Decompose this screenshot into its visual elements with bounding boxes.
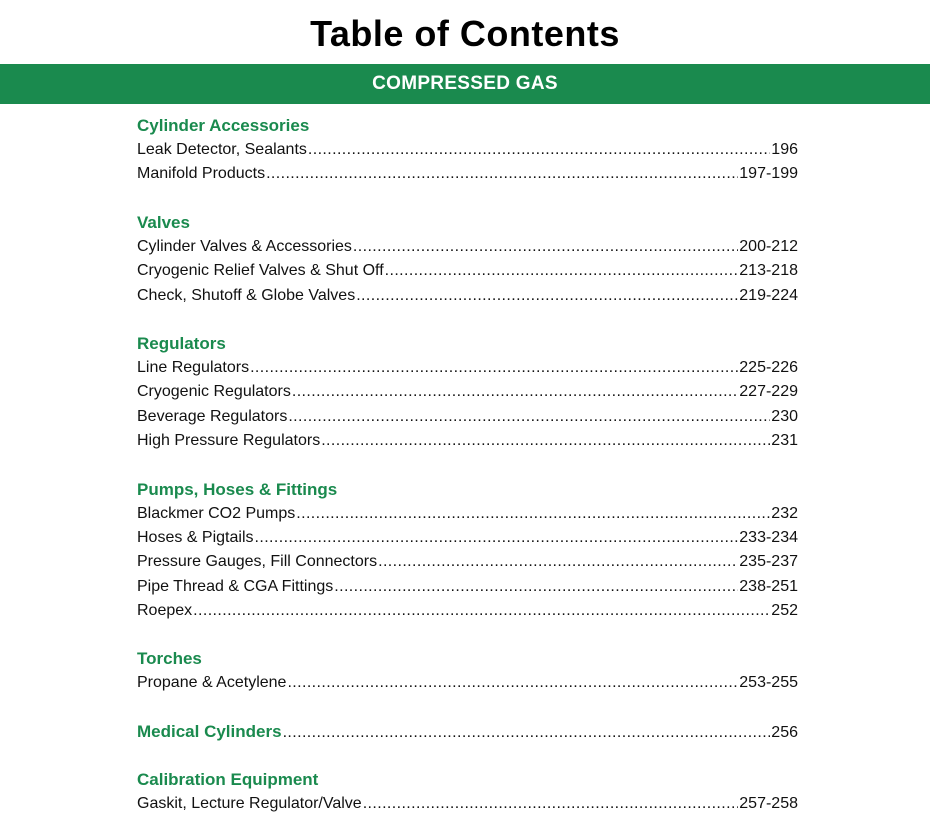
- dot-leader: [363, 792, 739, 816]
- entry-label: Check, Shutoff & Globe Valves: [137, 286, 356, 304]
- toc-section-calibration-equipment: [137, 768, 798, 816]
- table-of-contents: [137, 114, 798, 840]
- toc-entry[interactable]: [137, 284, 798, 308]
- entry-label: Roepex: [137, 602, 193, 620]
- entry-page: 233-234: [739, 528, 798, 546]
- toc-section-torches: [137, 647, 798, 695]
- toc-entry[interactable]: [137, 162, 798, 186]
- toc-entry[interactable]: [137, 599, 798, 623]
- entry-page: 227-229: [739, 383, 798, 401]
- toc-entry[interactable]: [137, 575, 798, 599]
- entry-label: Pipe Thread & CGA Fittings: [137, 577, 334, 595]
- entry-label: Line Regulators: [137, 358, 250, 376]
- entry-page: 200-212: [739, 237, 798, 255]
- toc-entry[interactable]: [137, 792, 798, 816]
- toc-entry[interactable]: [137, 259, 798, 283]
- dot-leader: [308, 138, 770, 162]
- section-heading: Pumps, Hoses & Fittings: [137, 479, 338, 499]
- entry-label: Beverage Regulators: [137, 407, 288, 425]
- dot-leader: [250, 356, 738, 380]
- dot-leader: [356, 284, 738, 308]
- toc-entry[interactable]: [137, 502, 798, 526]
- entry-page: 232: [771, 504, 798, 522]
- toc-heading-entry[interactable]: [137, 720, 798, 744]
- toc-entry[interactable]: [137, 405, 798, 429]
- entry-page: 231: [771, 432, 798, 450]
- entry-page: 230: [771, 407, 798, 425]
- entry-label: Leak Detector, Sealants: [137, 141, 307, 158]
- toc-entry[interactable]: [137, 550, 798, 574]
- entry-label: Cryogenic Relief Valves & Shut Off: [137, 262, 384, 280]
- dot-leader: [334, 575, 738, 599]
- entry-label: Pressure Gauges, Fill Connectors: [137, 553, 378, 571]
- entry-page: 225-226: [739, 358, 798, 376]
- entry-label: High Pressure Regulators: [137, 432, 321, 450]
- entry-label: Blackmer CO2 Pumps: [137, 504, 296, 522]
- dot-leader: [321, 429, 770, 453]
- section-heading: Valves: [137, 212, 190, 232]
- section-heading: Regulators: [137, 333, 226, 353]
- dot-leader: [353, 235, 738, 259]
- toc-section-pumps-hoses-fittings: [137, 478, 798, 624]
- banner-label: COMPRESSED GAS: [372, 73, 558, 94]
- toc-section-regulators: [137, 332, 798, 454]
- toc-entry[interactable]: [137, 671, 798, 695]
- toc-entry[interactable]: [137, 429, 798, 453]
- entry-page: 213-218: [739, 262, 798, 280]
- section-heading: Medical Cylinders: [137, 721, 282, 741]
- entry-label: Manifold Products: [137, 165, 266, 183]
- entry-page: 257-258: [739, 794, 798, 812]
- entry-page: 238-251: [739, 577, 798, 595]
- section-banner: [0, 64, 930, 104]
- dot-leader: [385, 259, 739, 283]
- toc-entry[interactable]: [137, 138, 798, 162]
- toc-section-cylinder-accessories: [137, 114, 798, 187]
- entry-page: 197-199: [739, 165, 798, 183]
- toc-entry[interactable]: [137, 380, 798, 404]
- section-heading: Cylinder Accessories: [137, 116, 310, 135]
- dot-leader: [193, 599, 770, 623]
- entry-page: 196: [771, 141, 798, 158]
- dot-leader: [255, 526, 739, 550]
- entry-label: Gaskit, Lecture Regulator/Valve: [137, 794, 362, 812]
- dot-leader: [378, 550, 738, 574]
- toc-entry[interactable]: [137, 356, 798, 380]
- entry-label: Hoses & Pigtails: [137, 528, 254, 546]
- section-heading: Torches: [137, 649, 202, 669]
- dot-leader: [287, 671, 738, 695]
- entry-page: 256: [771, 723, 798, 741]
- dot-leader: [288, 405, 770, 429]
- toc-entry[interactable]: [137, 526, 798, 550]
- toc-section-valves: [137, 211, 798, 308]
- entry-label: Propane & Acetylene: [137, 674, 287, 692]
- entry-page: 253-255: [739, 674, 798, 692]
- toc-entry[interactable]: [137, 235, 798, 259]
- page-title: Table of Contents: [310, 13, 620, 54]
- entry-label: Cryogenic Regulators: [137, 383, 291, 401]
- entry-page: 252: [771, 602, 798, 620]
- dot-leader: [292, 380, 738, 404]
- entry-page: 235-237: [739, 553, 798, 571]
- section-heading: Calibration Equipment: [137, 769, 319, 789]
- entry-label: Cylinder Valves & Accessories: [137, 237, 352, 255]
- toc-section-medical-cylinders: [137, 720, 798, 744]
- dot-leader: [283, 721, 771, 744]
- dot-leader: [266, 162, 738, 186]
- entry-page: 219-224: [739, 286, 798, 304]
- dot-leader: [296, 502, 770, 526]
